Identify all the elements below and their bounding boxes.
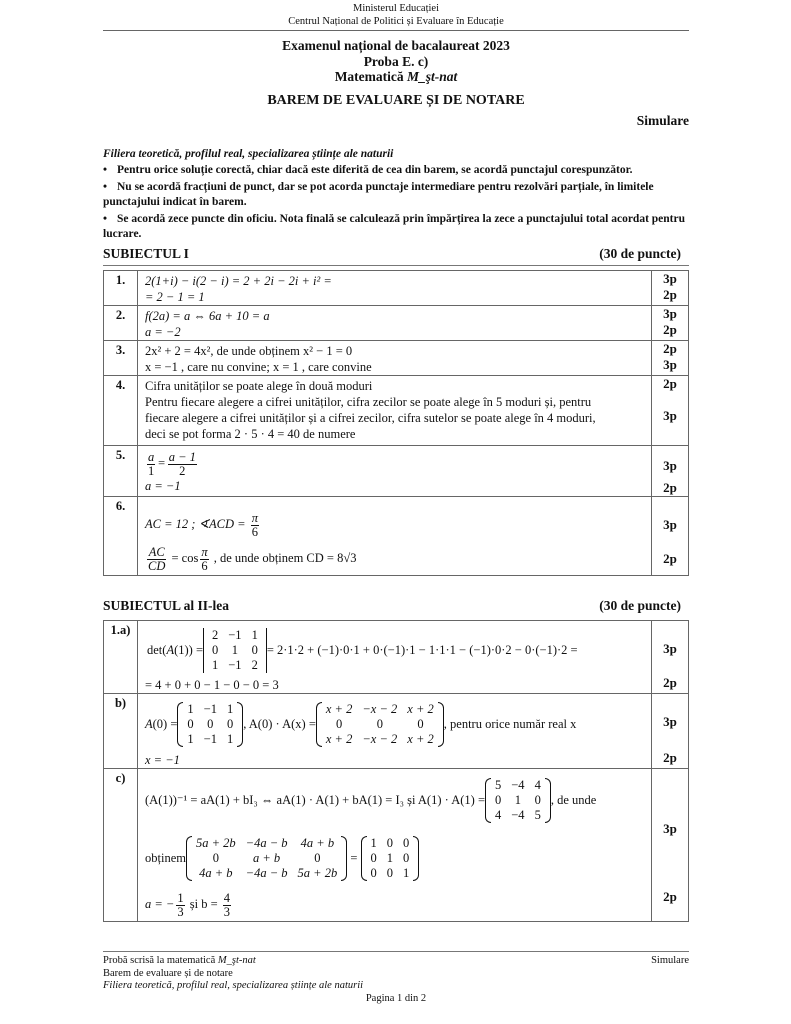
- table-row: [104, 271, 689, 306]
- item-number: 6.: [104, 497, 138, 576]
- item-number: 2.: [104, 306, 138, 341]
- subiectul-2-table: [103, 620, 689, 922]
- page-number: Pagina 1 din 2: [365, 992, 427, 1004]
- matrix-a0: 1 −1 1 0 0 0 1 −1 1: [177, 702, 243, 747]
- footer-divider: [103, 951, 689, 952]
- exam-title: Examenul național de bacalaureat 2023: [282, 38, 510, 53]
- table-row: [104, 497, 689, 576]
- item-number: b): [104, 694, 138, 769]
- filiera-text: Filiera teoretică, profilul real, specializarea științe ale naturii: [103, 148, 394, 160]
- item-points: 2p 3p: [652, 376, 689, 446]
- matrix-identity: 1 0 0 0 1 0 0 0 1: [361, 836, 420, 881]
- item-solution: det(A(1)) = 2 −1 1 0 1 0 1 −1 2 = 2·1·2 + (−1)·0·1 + 0·(−1)·1 − 1·1·1 − (−1)·0·2 − 0·(−1)·2 = = 4 + 0 + 0 − 1 − 0 − 0 = 3: [138, 621, 652, 694]
- table-row: [104, 769, 689, 922]
- item-solution: 2(1+i) − i(2 − i) = 2 + 2i − 2i + i² = = 2 − 1 = 1: [138, 271, 652, 306]
- section-divider: [103, 265, 689, 266]
- subiectul-1-heading: SUBIECTUL I (30 de puncte): [103, 246, 681, 261]
- matrix-product: x + 2 −x − 2 x + 2 0 0 0 x + 2 −x − 2 x + 2: [316, 702, 444, 747]
- item-points: 3p 2p: [652, 446, 689, 497]
- footer-line-2: Barem de evaluare și de notare: [103, 967, 233, 979]
- subiectul-2-points: (30 de puncte): [599, 598, 681, 613]
- item-points: 2p 3p: [652, 341, 689, 376]
- header-divider: [103, 30, 689, 31]
- table-row: [104, 694, 689, 769]
- footer-simulare: Simulare: [651, 955, 689, 966]
- rule-item: • Se acordă zece puncte din oficiu. Nota finală se calculează prin împărțirea la zece a punctajului total acordat pentru lucrare.: [103, 213, 686, 240]
- item-solution: 2x² + 2 = 4x², de unde obținem x² − 1 = 0 x = −1 , care nu convine; x = 1 , care convine: [138, 341, 652, 376]
- center-name: Centrul Național de Politici și Evaluare în Educație: [288, 15, 504, 27]
- page-header: [103, 3, 689, 28]
- table-row: [104, 621, 689, 694]
- item-points: 3p 2p: [652, 497, 689, 576]
- matrix-square: 5 −4 4 0 1 0 4 −4 5: [485, 778, 551, 823]
- item-points: 3p 2p: [652, 271, 689, 306]
- item-solution: f(2a) = a ⇔ 6a + 10 = a a = −2: [138, 306, 652, 341]
- rule-item: • Nu se acordă fracțiuni de punct, dar se pot acorda punctaje intermediare pentru rezolvări parțiale, în limitele punctajului indicat în barem.: [103, 181, 654, 208]
- matrix-system: 5a + 2b −4a − b 4a + b 0 a + b 0 4a + b −4a − b 5a + 2b: [186, 836, 347, 881]
- item-solution: Cifra unităților se poate alege în două moduri Pentru fiecare alegere a cifrei unităților, cifra zecilor se poate alege în 5 moduri și, pentru fiecare alegere a cifrei unităților și a cifrei zecilor, cifra sutelor se poate alege în 4 moduri, deci se pot forma 2 · 5 · 4 = 40 de numere: [138, 376, 652, 446]
- item-points: 3p 2p: [652, 306, 689, 341]
- item-solution: (A(1))⁻¹ = aA(1) + bI₃ ⇔ aA(1) · A(1) + bA(1) = I₃ și A(1) · A(1) = 5 −4 4 0 1 0 4 −4 5 , de unde obținem 5a + 2b −4a − b 4a + b 0 a + b 0 4a + b −4a − b 5a + 2b = 1 0 0 0 1 0 0 0 1 a = − $\frac{1}{3}$ și b = $\frac{4}{3}$: [138, 769, 652, 922]
- item-number: 1.a): [104, 621, 138, 694]
- item-points: 3p 2p: [652, 621, 689, 694]
- rule-item: • Pentru orice soluție corectă, chiar dacă este diferită de cea din barem, se acordă punctajul corespunzător.: [103, 164, 633, 176]
- exam-title-block: [103, 38, 689, 85]
- exam-subject: Matematică M_şt-nat: [334, 69, 458, 84]
- item-number: 5.: [104, 446, 138, 497]
- footer-line-1: Probă scrisă la matematică M_şt-nat: [103, 955, 256, 966]
- item-points: 3p 2p: [652, 694, 689, 769]
- subiectul-2-heading: SUBIECTUL al II-lea (30 de puncte): [103, 598, 681, 613]
- table-row: [104, 306, 689, 341]
- item-number: c): [104, 769, 138, 922]
- item-number: 4.: [104, 376, 138, 446]
- page-footer: [103, 955, 689, 1005]
- subiectul-1-points: (30 de puncte): [599, 246, 681, 261]
- barem-title: BAREM DE EVALUARE ȘI DE NOTARE: [267, 93, 525, 108]
- ministry-name: Ministerul Educației: [352, 3, 440, 14]
- table-row: [104, 341, 689, 376]
- item-solution: AC = 12 ; ∢ACD = $\frac{\pi}{6}$ $\frac{AC}{CD}$ = cos $\frac{\pi}{6}$ , de unde obținem CD = 8√3: [138, 497, 652, 576]
- item-number: 3.: [104, 341, 138, 376]
- table-row: [104, 376, 689, 446]
- table-row: [104, 446, 689, 497]
- subiectul-1-table: [103, 270, 689, 576]
- item-points: 3p 2p: [652, 769, 689, 922]
- item-solution: A(0) = 1 −1 1 0 0 0 1 −1 1 , A(0) · A(x) = x + 2 −x − 2 x + 2 0 0 0 x + 2 −x − 2 x + 2 , pentru orice număr real x x = −1: [138, 694, 652, 769]
- grading-rules: [103, 163, 689, 244]
- exam-proba: Proba E. c): [363, 53, 429, 69]
- det-matrix: 2 −1 1 0 1 0 1 −1 2: [203, 628, 267, 673]
- simulare-label: Simulare: [636, 113, 689, 128]
- item-solution: $\frac{a}{1}$ = $\frac{a - 1}{2}$ a = −1: [138, 446, 652, 497]
- footer-line-3: Filiera teoretică, profilul real, specializarea științe ale naturii: [103, 980, 364, 991]
- item-number: 1.: [104, 271, 138, 306]
